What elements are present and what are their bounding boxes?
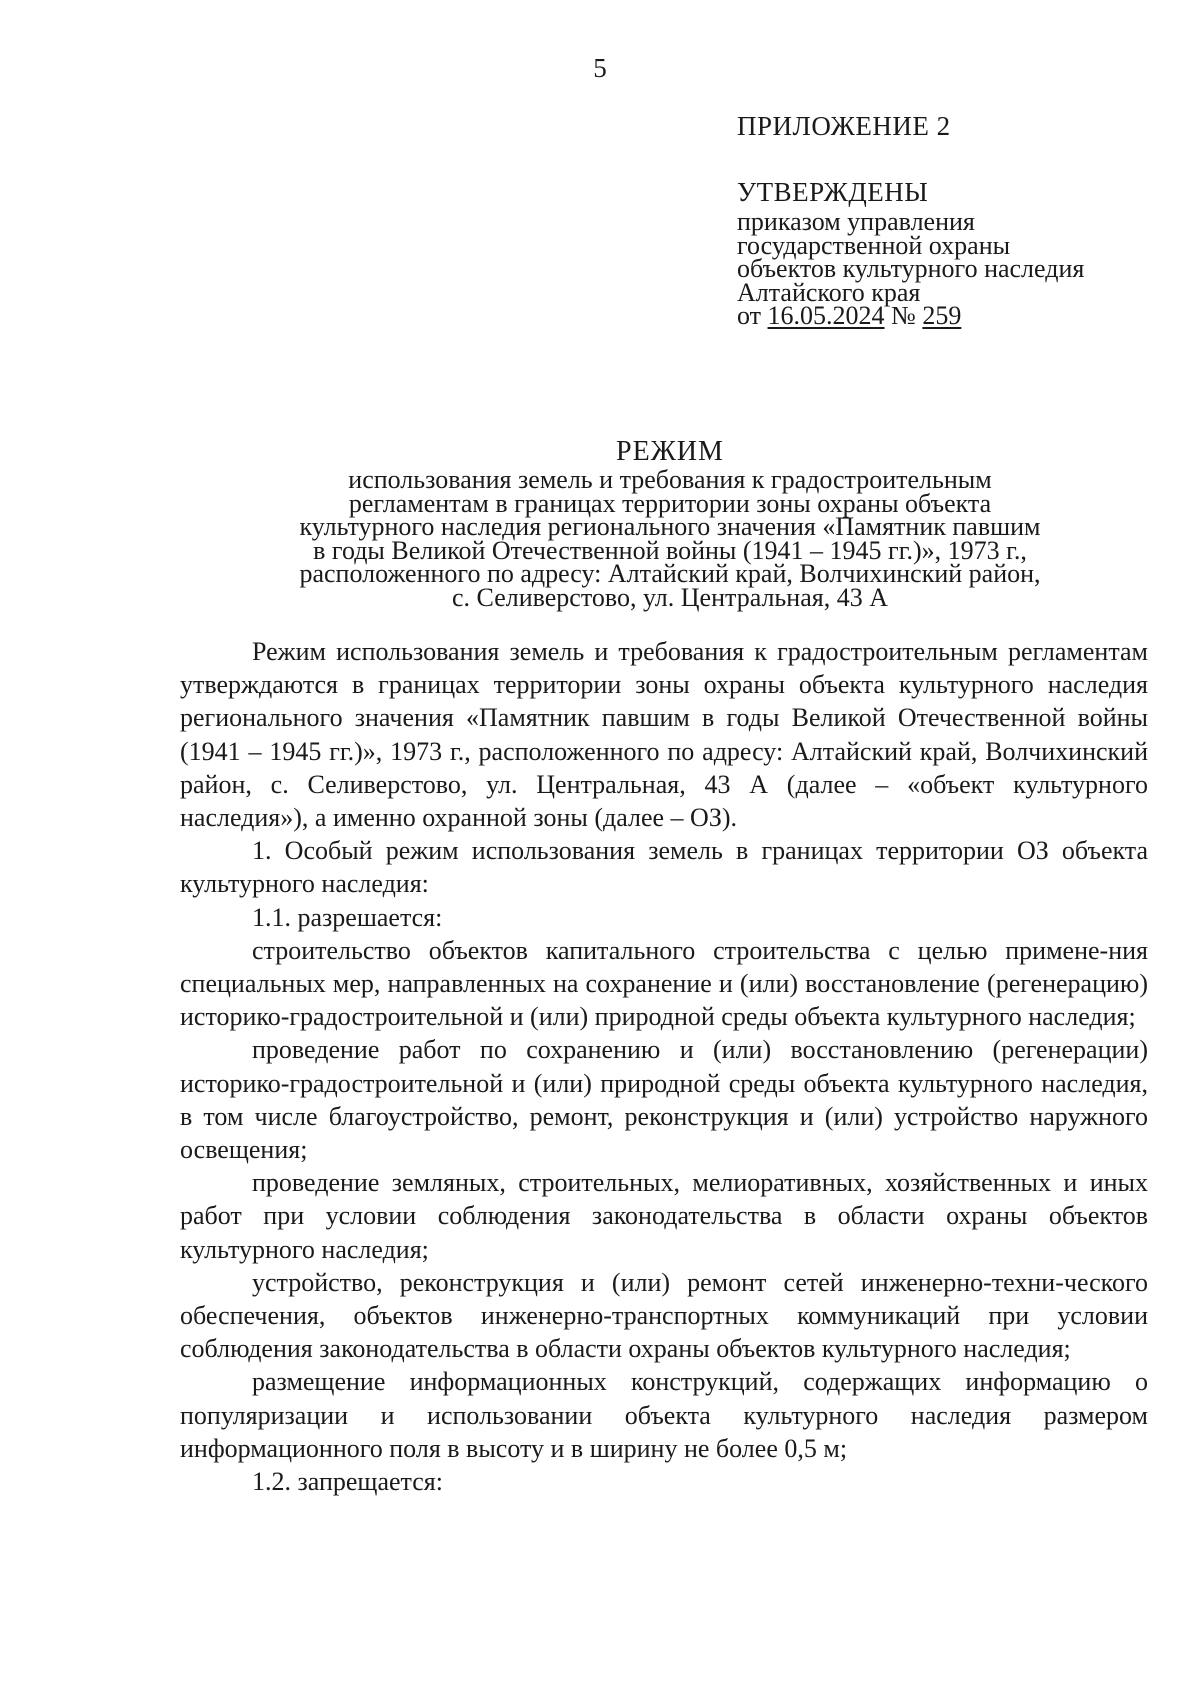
document-title-line: в годы Великой Отечественной войны (1941 – 1945 гг.)», 1973 г.,: [313, 535, 1027, 565]
body-paragraph: проведение земляных, строительных, мелиоративных, хозяйственных и иных работ при условии соблюдения законодательства в области охраны объектов культурного наследия;: [180, 1168, 1148, 1264]
body-paragraph: Режим использования земель и требования к градостроительным регламентам утверждаются в границах территории зоны охраны объекта культурного наследия регионального значения «Памятник павшим в годы Великой Отечественной войны (1941 – 1945 гг.)», 1973 г., расположенного по адресу: Алтайский край, Волчихинский район, с. Селиверстово, ул. Центральная, 43 А (далее – «объект культурного наследия»), а именно охранной зоны (далее – ОЗ).: [180, 637, 1148, 833]
approval-title: УТВЕРЖДЕНЫ: [737, 177, 929, 207]
document-title-line: с. Селиверстово, ул. Центральная, 43 А: [452, 582, 888, 612]
approval-line: приказом управления: [737, 207, 975, 236]
approval-line: государственной охраны: [737, 230, 1011, 260]
document-title-block: [180, 436, 1160, 612]
approval-block: [737, 176, 1084, 328]
document-title-line: использования земель и требования к градостроительным: [348, 465, 992, 494]
document-title-line: расположенного по адресу: Алтайский край, Волчихинский район,: [299, 559, 1041, 588]
document-body: [180, 635, 1148, 1498]
approval-date-line: [737, 301, 1084, 330]
approval-line: Алтайского края: [737, 277, 921, 307]
body-paragraph: 1.2. запрещается:: [252, 1467, 443, 1497]
approval-line: объектов культурного наследия: [737, 254, 1085, 283]
document-title: РЕЖИМ: [616, 436, 724, 467]
approval-number: 259: [922, 301, 962, 330]
page-number: 5: [593, 53, 607, 83]
document-title-line: культурного наследия регионального значения «Памятник павшим: [299, 512, 1041, 541]
body-paragraph: 1.1. разрешается:: [252, 902, 443, 932]
appendix-label: ПРИЛОЖЕНИЕ 2: [737, 111, 951, 141]
body-paragraph: строительство объектов капитального строительства с целью примене-ния специальных мер, направленных на сохранение и (или) восстановление (регенерацию) историко-градостроительной и (или) природной среды объекта культурного наследия;: [180, 935, 1148, 1032]
document-title-line: регламентам в границах территории зоны охраны объекта: [348, 488, 992, 518]
body-paragraph: проведение работ по сохранению и (или) восстановлению (регенерации) историко-градостроительной и (или) природной среды объекта культурного наследия, в том числе благоустройство, ремонт, реконструкция и (или) устройство наружного освещения;: [180, 1035, 1148, 1165]
approval-number-sign: №: [884, 301, 923, 330]
body-paragraph: размещение информационных конструкций, содержащих информацию о популяризации и использовании объекта культурного наследия размером информационного поля в высоту и в ширину не более 0,5 м;: [180, 1367, 1148, 1463]
approval-date: 16.05.2024: [767, 301, 885, 330]
body-paragraph: 1. Особый режим использования земель в границах территории ОЗ объекта культурного наследия:: [180, 836, 1148, 899]
approval-date-prefix: от: [737, 301, 768, 330]
body-paragraph: устройство, реконструкция и (или) ремонт сетей инженерно-техни-ческого обеспечения, объектов инженерно-транспортных коммуникаций при условии соблюдения законодательства в области охраны объектов культурного наследия;: [180, 1267, 1148, 1364]
